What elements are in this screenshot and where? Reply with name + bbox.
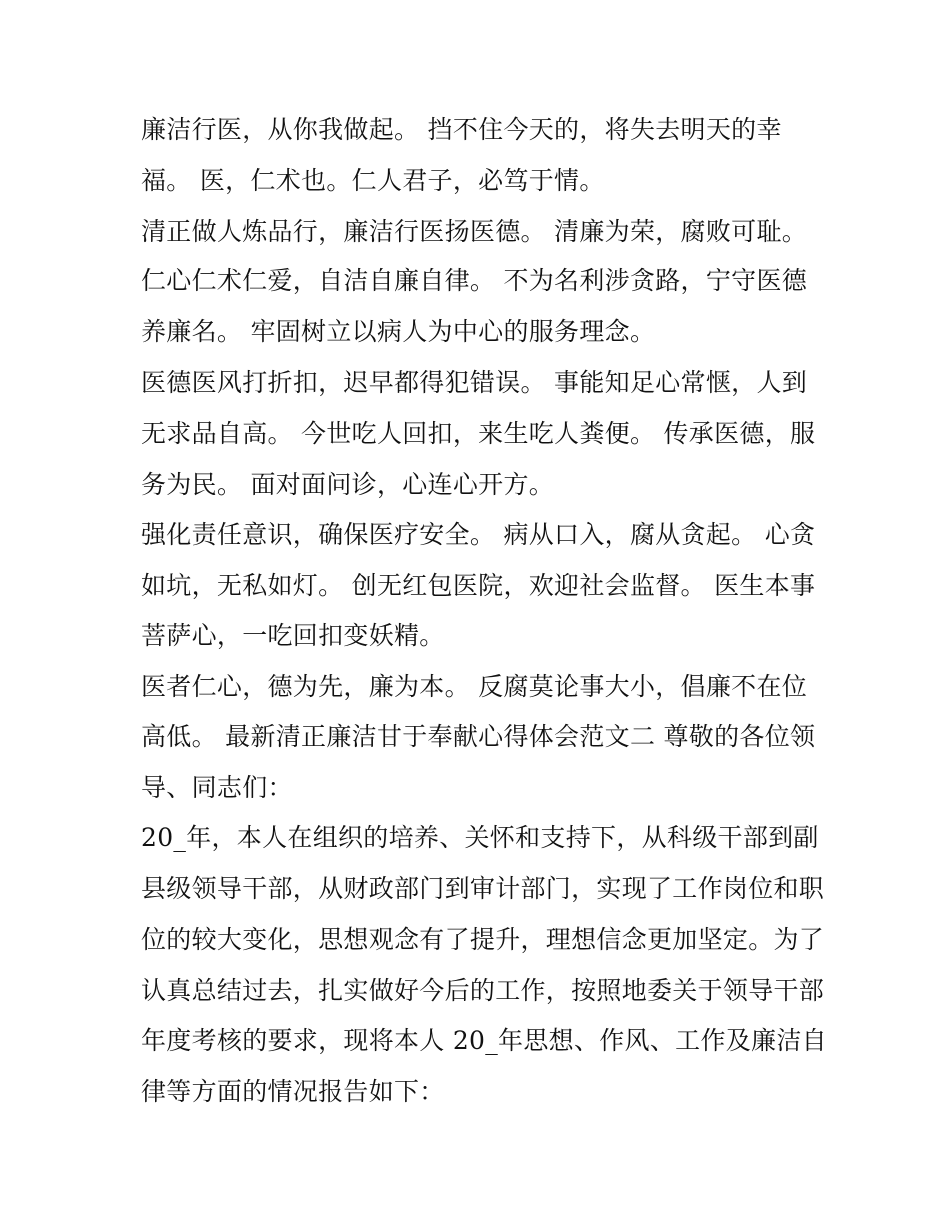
text-line: 认真总结过去，扎实做好今后的工作，按照地委关于领导干部 (141, 976, 825, 1005)
text-line: 律等方面的情况报告如下： (141, 1077, 445, 1106)
text-line: 强化责任意识，确保医疗安全。 病从口入，腐从贪起。 心贪 (141, 520, 816, 549)
text-line: 无求品自高。 今世吃人回扣，来生吃人粪便。 传承医德，服 (141, 419, 816, 448)
text-line: 县级领导干部，从财政部门到审计部门，实现了工作岗位和职 (141, 874, 825, 903)
text-line: 务为民。 面对面问诊，心连心开方。 (141, 470, 555, 499)
text-line: 清正做人炼品行，廉洁行医扬医德。 清廉为荣，腐败可耻。 (141, 217, 808, 246)
text-line: 如坑，无私如灯。 创无红包医院，欢迎社会监督。 医生本事 (141, 571, 816, 600)
text-line: 医者仁心，德为先，廉为本。 反腐莫论事大小，倡廉不在位 (141, 672, 808, 701)
text-line: 养廉名。 牢固树立以病人为中心的服务理念。 (141, 317, 656, 346)
text-line: 福。 医，仁术也。仁人君子，必笃于情。 (141, 166, 605, 195)
text-line: 菩萨心，一吃回扣变妖精。 (141, 621, 445, 650)
text-line: 廉洁行医，从你我做起。 挡不住今天的，将失去明天的幸 (141, 115, 782, 144)
text-line: 高低。 最新清正廉洁甘于奉献心得体会范文二 尊敬的各位领 (141, 722, 816, 751)
text-line: 年度考核的要求，现将本人 20_年思想、作风、工作及廉洁自 (141, 1026, 827, 1055)
text-line: 医德医风打折扣，迟早都得犯错误。 事能知足心常惬，人到 (141, 368, 808, 397)
text-line: 位的较大变化，思想观念有了提升，理想信念更加坚定。为了 (141, 925, 825, 954)
text-line: 仁心仁术仁爱，自洁自廉自律。 不为名利涉贪路，宁守医德 (141, 266, 808, 295)
text-line: 20_年，本人在组织的培养、关怀和支持下，从科级干部到副 (141, 823, 819, 852)
text-line: 导、同志们： (141, 773, 293, 802)
